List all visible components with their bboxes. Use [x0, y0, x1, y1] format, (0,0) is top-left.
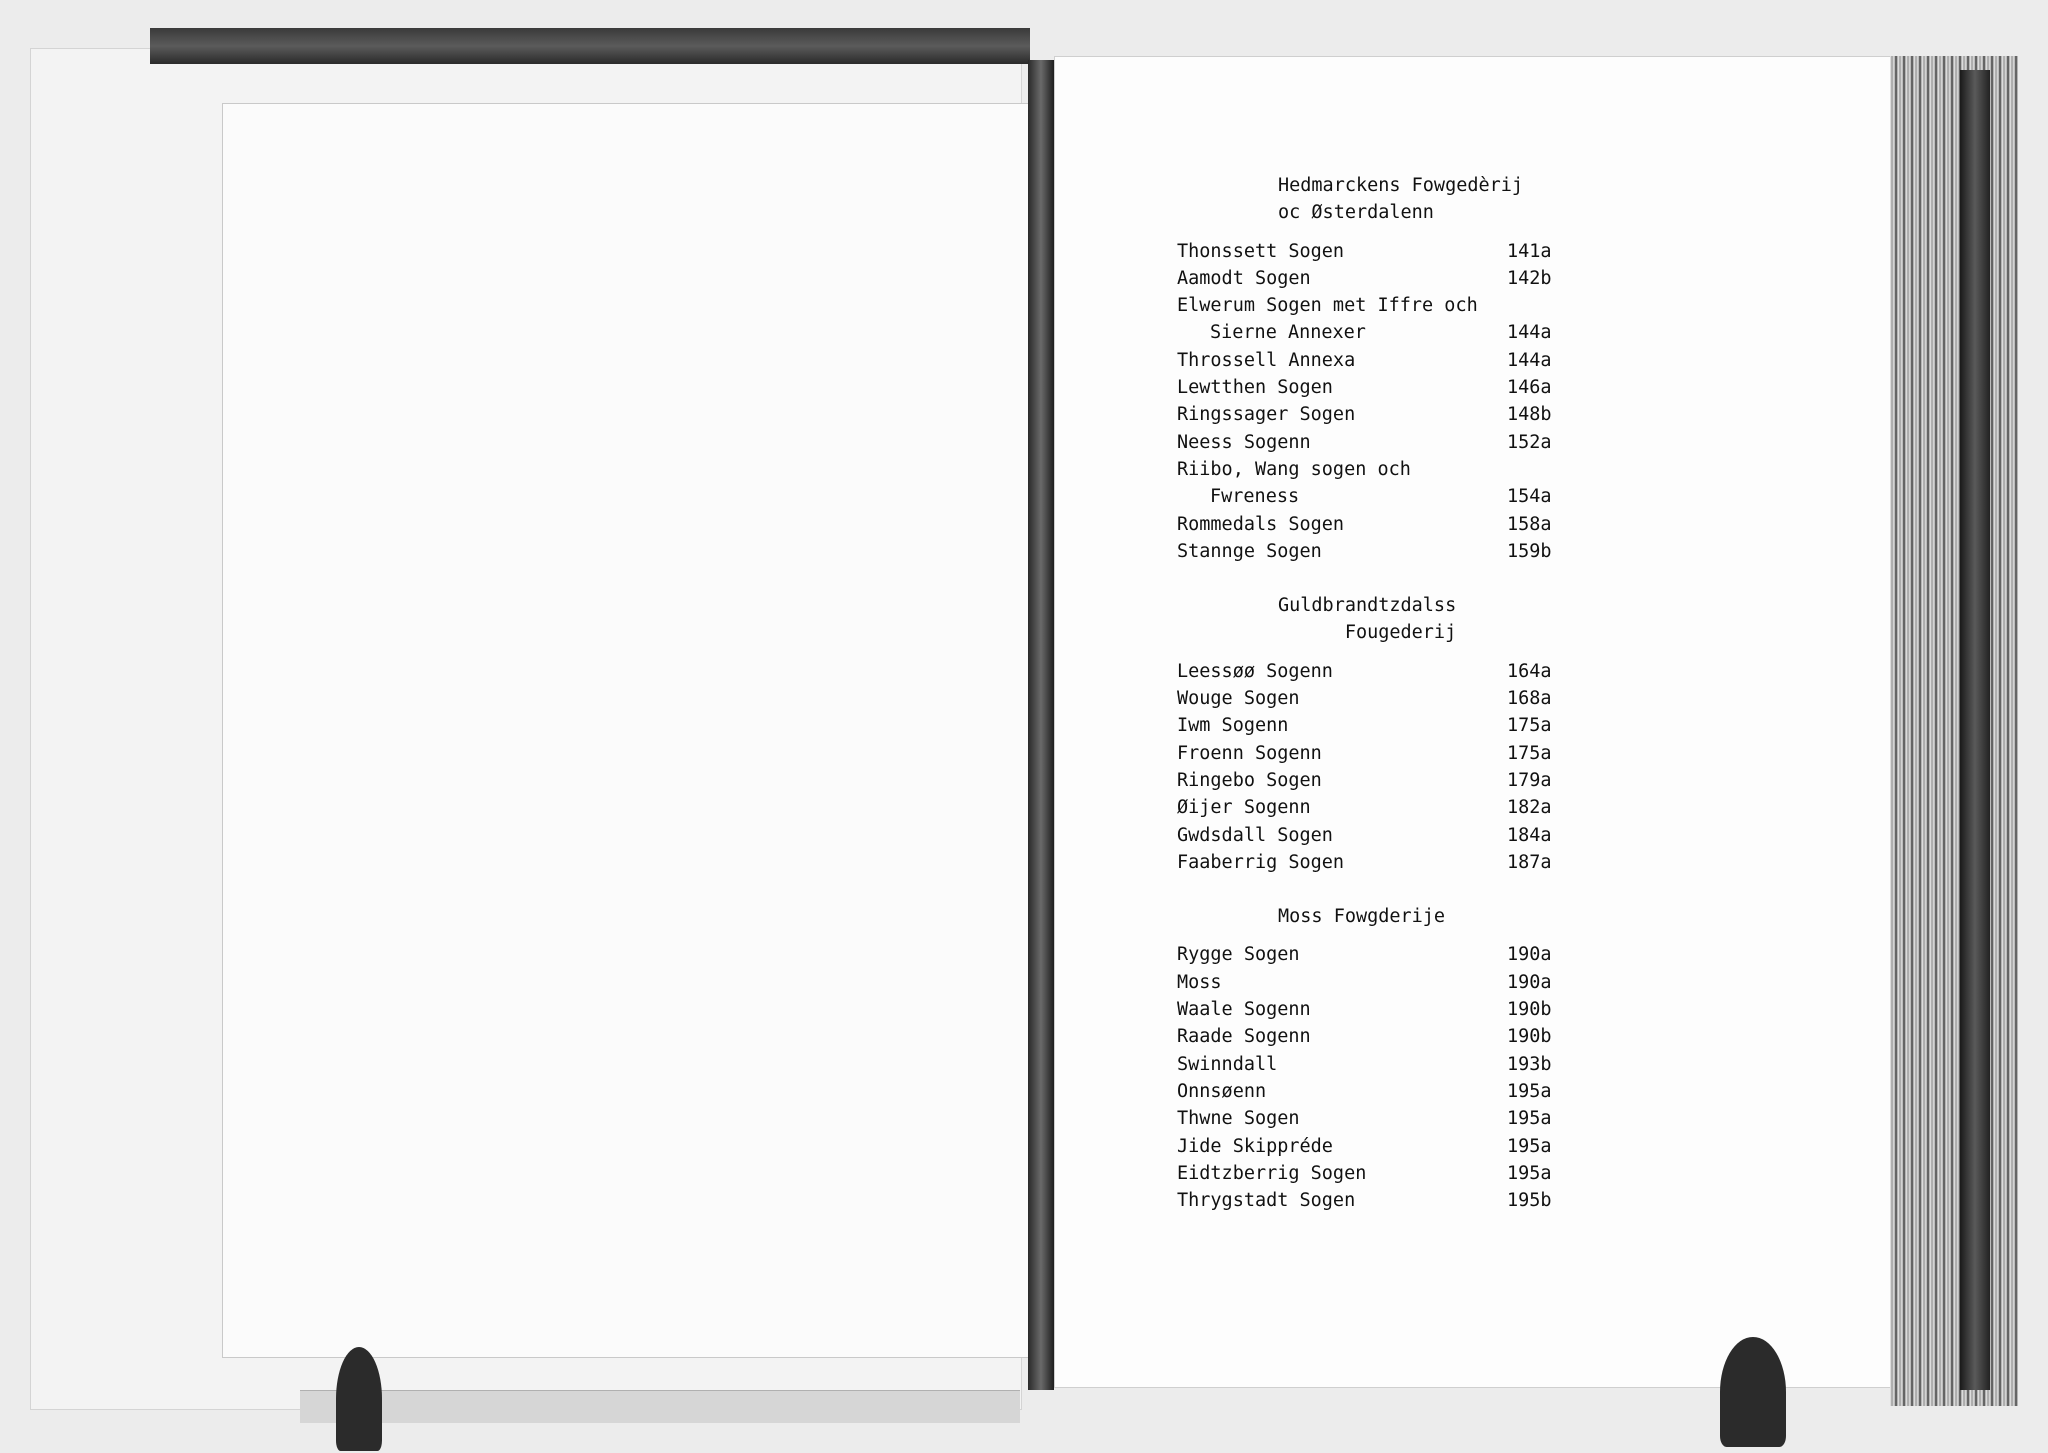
index-section [1177, 172, 1577, 565]
entry-name: Elwerum Sogen met Iffre och [1177, 295, 1478, 317]
entry-name: Wouge Sogen [1177, 688, 1300, 710]
entry-page: 190a [1507, 971, 1552, 993]
entry-page: 175a [1507, 742, 1552, 764]
entry-name: Ringssager Sogen [1177, 404, 1356, 426]
entry-page: 187a [1507, 851, 1552, 873]
entry-name: Thonssett Sogen [1177, 240, 1345, 262]
index-entry [1177, 941, 1577, 968]
index-entry [1177, 1078, 1577, 1105]
entry-name: Onnsøenn [1177, 1080, 1267, 1102]
entry-page: 159b [1507, 540, 1552, 562]
entry-page: 154a [1507, 486, 1552, 508]
index-entry [1177, 996, 1577, 1023]
index-entry-continuation [1177, 319, 1577, 346]
entry-page: 195a [1507, 1080, 1552, 1102]
left-page-blank [222, 103, 1074, 1358]
entry-page: 142b [1507, 267, 1552, 289]
bottom-board-strip [300, 1390, 1020, 1423]
index-entry [1177, 822, 1577, 849]
entry-page: 193b [1507, 1053, 1552, 1075]
book-clamp-right [1720, 1337, 1786, 1447]
index-entry [1177, 794, 1577, 821]
entry-page: 146a [1507, 377, 1552, 399]
entry-page: 195a [1507, 1108, 1552, 1130]
index-entry [1177, 511, 1577, 538]
index-list [1177, 172, 1577, 1241]
entry-name: Riibo, Wang sogen och [1177, 458, 1411, 480]
entry-name: Raade Sogenn [1177, 1026, 1311, 1048]
entry-name: Faaberrig Sogen [1177, 851, 1345, 873]
entry-page: 195a [1507, 1162, 1552, 1184]
book-spine-gutter [1028, 60, 1054, 1390]
index-entry [1177, 538, 1577, 565]
entry-page: 182a [1507, 797, 1552, 819]
entry-page: 141a [1507, 240, 1552, 262]
entry-name: Iwm Sogenn [1177, 715, 1289, 737]
section-heading-line: Fougederij [1278, 622, 1457, 644]
entry-name: Froenn Sogenn [1177, 742, 1322, 764]
entry-name: Aamodt Sogen [1177, 267, 1311, 289]
entry-page: 175a [1507, 715, 1552, 737]
page-block-edge [1890, 56, 2018, 1406]
entry-page: 190a [1507, 944, 1552, 966]
index-entry [1177, 685, 1577, 712]
entry-name: Rommedals Sogen [1177, 513, 1345, 535]
index-entry [1177, 658, 1577, 685]
entry-page: 144a [1507, 322, 1552, 344]
index-entry [1177, 456, 1577, 483]
entry-name: Thrygstadt Sogen [1177, 1190, 1356, 1212]
entry-name: Fwreness [1210, 486, 1300, 508]
entry-name: Stannge Sogen [1177, 540, 1322, 562]
entry-name: Rygge Sogen [1177, 944, 1300, 966]
index-entry [1177, 1160, 1577, 1187]
entry-name: Ringebo Sogen [1177, 769, 1322, 791]
entry-page: 179a [1507, 769, 1552, 791]
entry-name: Thwne Sogen [1177, 1108, 1300, 1130]
index-entry [1177, 767, 1577, 794]
section-heading-line: Guldbrandtzdalss [1278, 595, 1457, 617]
page-block-shadow [1960, 70, 1990, 1390]
entry-name: Jide Skippréde [1177, 1135, 1333, 1157]
entry-name: Øijer Sogenn [1177, 797, 1311, 819]
entry-name: Moss [1177, 971, 1222, 993]
index-entry [1177, 238, 1577, 265]
entry-name: Sierne Annexer [1210, 322, 1366, 344]
index-entry [1177, 740, 1577, 767]
entry-page: 190b [1507, 1026, 1552, 1048]
entry-name: Waale Sogenn [1177, 999, 1311, 1021]
entry-page: 148b [1507, 404, 1552, 426]
entry-name: Throssell Annexa [1177, 349, 1356, 371]
entry-name: Gwdsdall Sogen [1177, 824, 1333, 846]
entry-page: 195a [1507, 1135, 1552, 1157]
index-entry-continuation [1177, 483, 1577, 510]
index-entry [1177, 1133, 1577, 1160]
index-entry [1177, 849, 1577, 876]
entry-name: Eidtzberrig Sogen [1177, 1162, 1367, 1184]
entry-page: 158a [1507, 513, 1552, 535]
entry-page: 168a [1507, 688, 1552, 710]
entry-name: Swinndall [1177, 1053, 1278, 1075]
entry-page: 195b [1507, 1190, 1552, 1212]
entry-page: 164a [1507, 660, 1552, 682]
index-entry [1177, 429, 1577, 456]
section-heading-line: Hedmarckens Fowgedèrij [1278, 175, 1524, 196]
entry-page: 184a [1507, 824, 1552, 846]
index-entry [1177, 347, 1577, 374]
section-heading-line: Moss Fowgderije [1278, 906, 1446, 928]
book-clamp-left [336, 1347, 382, 1451]
index-entry [1177, 1051, 1577, 1078]
index-entry [1177, 292, 1577, 319]
index-entry [1177, 374, 1577, 401]
index-entry [1177, 1023, 1577, 1050]
entry-page: 190b [1507, 999, 1552, 1021]
index-section [1177, 903, 1577, 1214]
section-heading-line: oc Østerdalenn [1278, 202, 1434, 224]
index-entry [1177, 969, 1577, 996]
entry-name: Lewtthen Sogen [1177, 377, 1333, 399]
entry-name: Neess Sogenn [1177, 431, 1311, 453]
book-binding-top [150, 28, 1030, 64]
index-section [1177, 592, 1577, 876]
entry-page: 152a [1507, 431, 1552, 453]
index-entry [1177, 712, 1577, 739]
index-entry [1177, 401, 1577, 428]
entry-name: Leessøø Sogenn [1177, 660, 1333, 682]
entry-page: 144a [1507, 349, 1552, 371]
index-entry [1177, 1187, 1577, 1214]
index-entry [1177, 265, 1577, 292]
index-entry [1177, 1105, 1577, 1132]
